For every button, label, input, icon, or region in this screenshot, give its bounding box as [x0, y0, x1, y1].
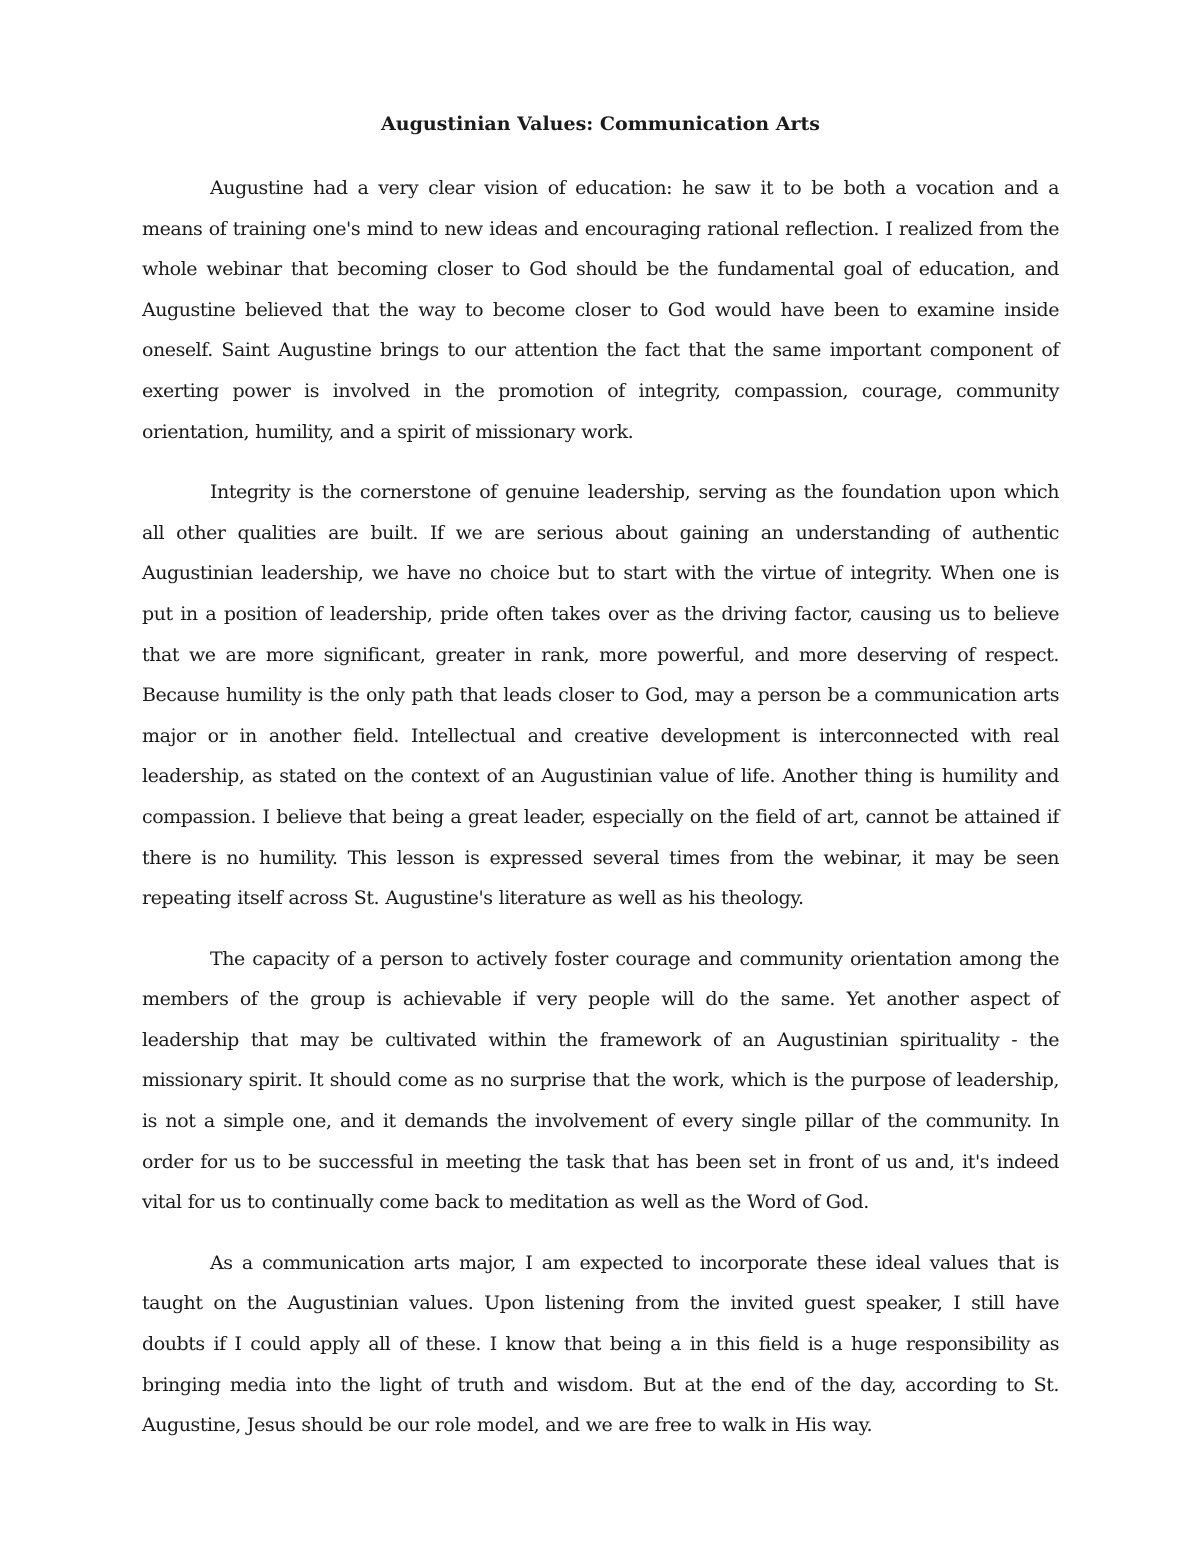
paragraph-education-vision: Augustine had a very clear vision of education: he saw it to be both a vocation and a means of training one's mind to new ideas and encouraging rational reflection. I realized from the whole webinar that becoming closer to God should be the fundamental goal of education, and Augustine believed that the way to become closer to God would have been to examine inside oneself. Saint Augustine brings to our attention the fact that the same important component of exerting power is involved in the promotion of integrity, compassion, courage, community orientation, humility, and a spirit of missionary work. — [142, 177, 1059, 443]
paragraph-integrity-leadership: Integrity is the cornerstone of genuine leadership, serving as the foundation upon which all other qualities are built. If we are serious about gaining an understanding of authentic Augustinian leadership, we have no choice but to start with the virtue of integrity. When one is put in a position of leadership, pride often takes over as the driving factor, causing us to believe that we are more significant, greater in rank, more powerful, and more deserving of respect. Because humility is the only path that leads closer to God, may a person be a communication arts major or in another field. Intellectual and creative development is interconnected with real leadership, as stated on the context of an Augustinian value of life. Another thing is humility and compassion. I believe that being a great leader, especially on the field of art, cannot be attained if there is no humility. This lesson is expressed several times from the webinar, it may be seen repeating itself across St. Augustine's literature as well as his theology. — [142, 481, 1059, 910]
document-title: Augustinian Values: Communication Arts — [381, 113, 820, 135]
paragraph-courage-community: The capacity of a person to actively foster courage and community orientation among the members of the group is achievable if very people will do the same. Yet another aspect of leadership that may be cultivated within the framework of an Augustinian spirituality - the missionary spirit. It should come as no surprise that the work, which is the purpose of leadership, is not a simple one, and it demands the involvement of every single pillar of the community. In order for us to be successful in meeting the task that has been set in front of us and, it's indeed vital for us to continually come back to meditation as well as the Word of God. — [142, 947, 1059, 1214]
paragraph-communication-arts-major: As a communication arts major, I am expected to incorporate these ideal values that is taught on the Augustinian values. Upon listening from the invited guest speaker, I still have doubts if I could apply all of these. I know that being a in this field is a huge responsibility as bringing media into the light of truth and wisdom. But at the end of the day, according to St. Augustine, Jesus should be our role model, and we are free to walk in His way. — [142, 1251, 1059, 1437]
document-body — [142, 104, 1059, 1446]
